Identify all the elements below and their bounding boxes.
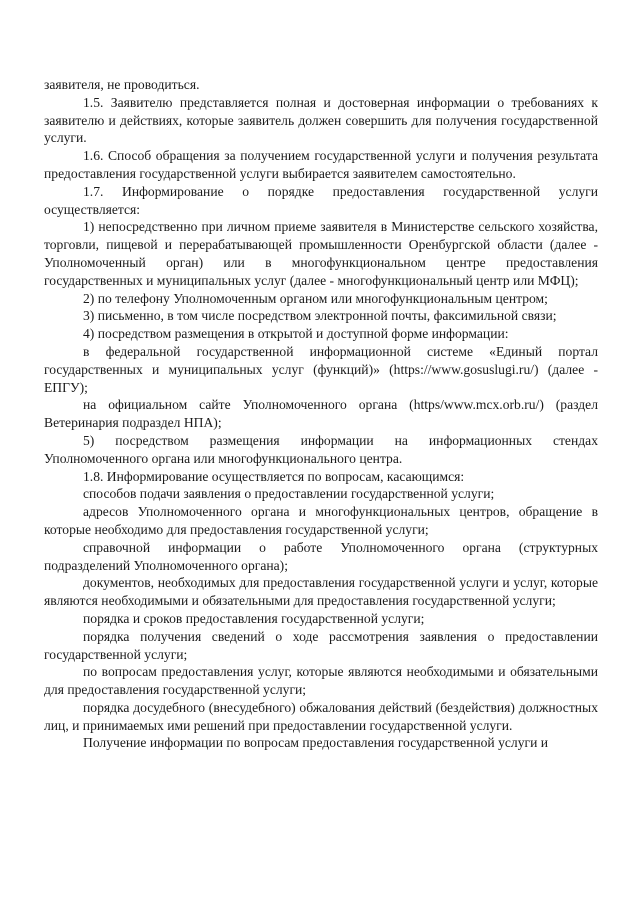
paragraph-continuation: заявителя, не проводиться. <box>44 77 200 92</box>
topic-item: порядка и сроков предоставления государственной услуги; <box>83 610 425 626</box>
paragraph-1-8: 1.8. Информирование осуществляется по вопросам, касающимся: <box>83 468 465 484</box>
document-page <box>44 76 598 752</box>
list-item-4-epgu: в федеральной государственной информационной системе «Единый портал государственных и муниципальных услуг (функций)» (https://www.gosuslugi.ru/) (далее - ЕПГУ); <box>44 343 598 395</box>
topic-item: способов подачи заявления о предоставлении государственной услуги; <box>83 486 495 502</box>
topic-item: справочной информации о работе Уполномоченного органа (структурных подразделений Уполномоченного органа); <box>44 539 598 573</box>
list-item-3: 3) письменно, в том числе посредством электронной почты, факсимильной связи; <box>83 308 557 324</box>
topic-item: порядка досудебного (внесудебного) обжалования действий (бездействия) должностных лиц, и принимаемых ими решений при предоставлении государственной услуги. <box>44 699 598 733</box>
topic-item: адресов Уполномоченного органа и многофункциональных центров, обращение в которые необходимо для предоставления государственной услуги; <box>44 504 598 537</box>
topic-item: порядка получения сведений о ходе рассмотрения заявления о предоставлении государственной услуги; <box>44 628 598 662</box>
paragraph-1-6: 1.6. Способ обращения за получением государственной услуги и получения результата предоставления государственной услуги выбирается заявителем самостоятельно. <box>44 148 598 181</box>
paragraph-1-5: 1.5. Заявителю представляется полная и достоверная информации о требованиях к заявителю и действиях, которые заявитель должен совершить для получения государственной услуги. <box>44 94 598 146</box>
list-item-5: 5) посредством размещения информации на информационных стендах Уполномоченного органа или многофункционального центра. <box>44 432 598 466</box>
topic-item: по вопросам предоставления услуг, которые являются необходимыми и обязательными для предоставления государственной услуги; <box>44 664 598 698</box>
list-item-4-official-site: на официальном сайте Уполномоченного органа (https/www.mcx.orb.ru/) (раздел Ветеринария подраздел НПА); <box>44 397 598 431</box>
list-item-4: 4) посредством размещения в открытой и доступной форме информации: <box>83 326 509 342</box>
list-item-2: 2) по телефону Уполномоченным органом или многофункциональным центром; <box>83 290 548 306</box>
list-item-1: 1) непосредственно при личном приеме заявителя в Министерстве сельского хозяйства, торговли, пищевой и перерабатывающей промышленности Оренбургской области (далее - Уполномоченный орган) или в многофункциональном центре предоставления государственных и муниципальных услуг (далее - многофункциональный центр или МФЦ); <box>44 219 598 288</box>
paragraph-final: Получение информации по вопросам предоставления государственной услуги и <box>83 735 549 751</box>
paragraph-1-7: 1.7. Информирование о порядке предоставления государственной услуги осуществляется: <box>44 183 598 217</box>
topic-item: документов, необходимых для предоставления государственной услуги и услуг, которые являются необходимыми и обязательными для предоставления государственной услуги; <box>44 575 598 609</box>
